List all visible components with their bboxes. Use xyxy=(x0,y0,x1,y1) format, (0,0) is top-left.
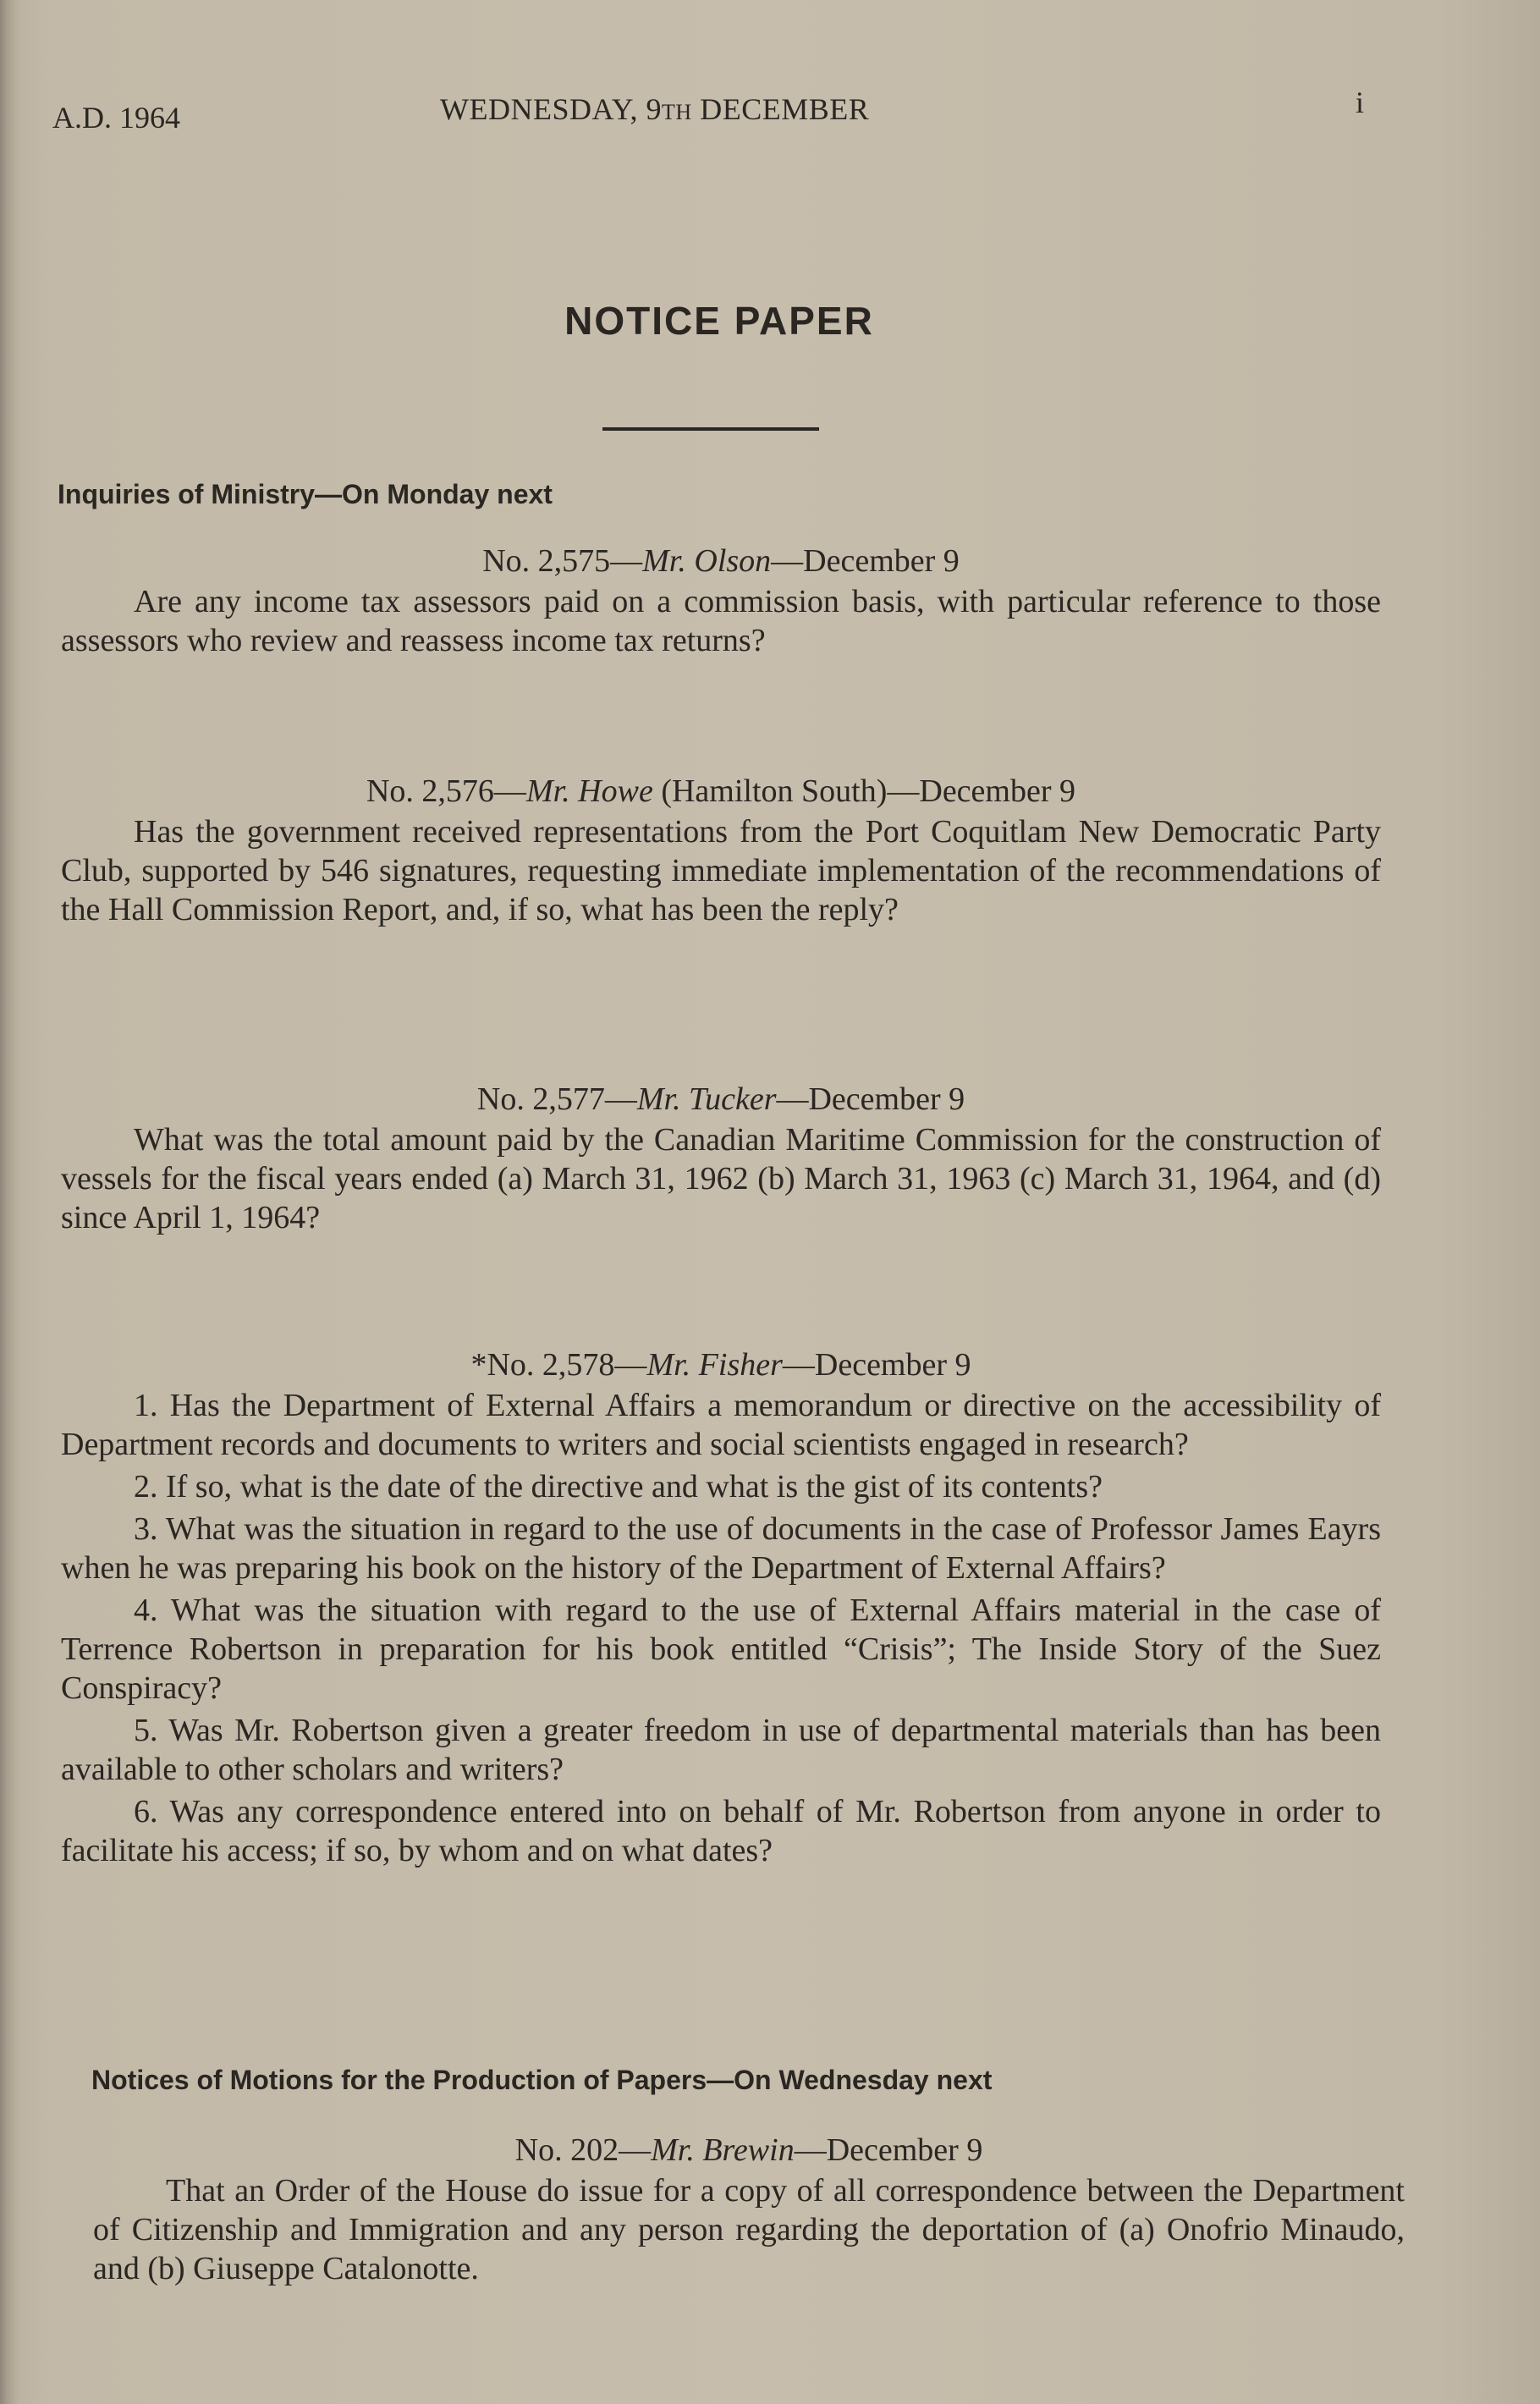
page-title: NOTICE PAPER xyxy=(564,299,874,343)
header-year: A.D. 1964 xyxy=(52,101,180,135)
section-heading-motions: Notices of Motions for the Production of Papers—On Wednesday next xyxy=(91,2065,993,2095)
page-header xyxy=(52,85,1389,142)
question-2576 xyxy=(61,772,1381,929)
motion-header: No. 202—Mr. Brewin—December 9 xyxy=(514,2132,983,2168)
section-heading-inquiries: Inquiries of Ministry—On Monday next xyxy=(58,479,553,509)
question-text: Are any income tax assessors paid on a commission basis, with particular reference to those assessors who review and reassess income tax returns? xyxy=(61,584,1381,658)
question-header: *No. 2,578—Mr. Fisher—December 9 xyxy=(470,1347,971,1383)
question-header: No. 2,577—Mr. Tucker—December 9 xyxy=(476,1081,965,1117)
question-2577 xyxy=(61,1080,1381,1237)
question-header: No. 2,576—Mr. Howe (Hamilton South)—December 9 xyxy=(366,773,1075,809)
question-2575 xyxy=(61,542,1381,660)
question-subpart-2: 2. If so, what is the date of the directive and what is the gist of its contents? xyxy=(134,1469,1103,1505)
motion-text: That an Order of the House do issue for a copy of all correspondence between the Department of Citizenship and Immigration and any person regarding the deportation of (a) Onofrio Minaudo, and (b) Giuseppe Catalonotte. xyxy=(93,2173,1405,2286)
page-number: i xyxy=(1356,85,1365,119)
question-header: No. 2,575—Mr. Olson—December 9 xyxy=(482,543,960,579)
question-subpart-4: 4. What was the situation with regard to the use of External Affairs material in the case of Terrence Robertson in preparation for his book entitled “Crisis”; The Inside Story of the Suez Conspiracy? xyxy=(61,1593,1381,1706)
title-rule xyxy=(602,427,819,431)
question-subpart-6: 6. Was any correspondence entered into on behalf of Mr. Robertson from anyone in order to facilitate his access; if so, by whom and on what dates? xyxy=(61,1794,1381,1868)
question-subpart-5: 5. Was Mr. Robertson given a greater freedom in use of departmental materials than has been available to other scholars and writers? xyxy=(61,1713,1381,1787)
question-text: Has the government received representations from the Port Coquitlam New Democratic Party Club, supported by 546 signatures, requesting immediate implementation of the recommendations of the Hall Commission Report, and, if so, what has been the reply? xyxy=(61,814,1381,927)
question-subpart-3: 3. What was the situation in regard to the use of documents in the case of Professor James Eayrs when he was preparing his book on the history of the Department of External Affairs? xyxy=(61,1511,1381,1586)
question-text: What was the total amount paid by the Canadian Maritime Commission for the construction of vessels for the fiscal years ended (a) March 31, 1962 (b) March 31, 1963 (c) March 31, 1964, and (d) since April 1, 1964? xyxy=(61,1122,1381,1235)
motion-202 xyxy=(93,2131,1405,2288)
question-subpart-1: 1. Has the Department of External Affairs a memorandum or directive on the accessibility of Department records and documents to writers and social scientists engaged in research? xyxy=(61,1388,1381,1462)
header-date: WEDNESDAY, 9TH DECEMBER xyxy=(440,92,870,126)
question-2578 xyxy=(61,1345,1381,1870)
